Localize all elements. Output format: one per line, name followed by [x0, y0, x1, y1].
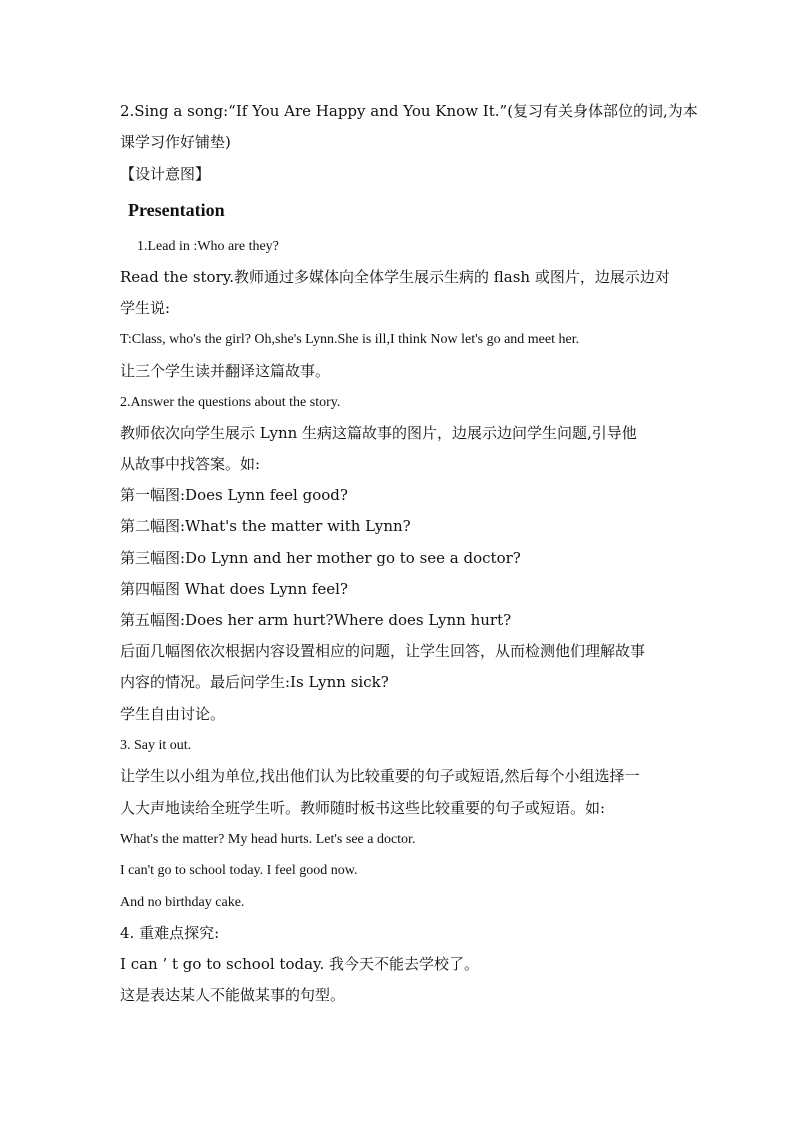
- question-picture-1: 第一幅图:Does Lynn feel good?: [120, 486, 348, 504]
- paragraph-sing-song-line-2: 课学习作好铺垫): [120, 133, 231, 151]
- read-translate-instruction: 让三个学生读并翻译这篇故事。: [120, 362, 331, 380]
- step-key-difficulty: 4. 重难点探究:: [120, 924, 220, 942]
- example-sentence-3: And no birthday cake.: [120, 895, 245, 910]
- paragraph-sing-song-line-1: 2.Sing a song:“If You Are Happy and You Know It.”(复习有关身体部位的词,为本: [120, 102, 698, 120]
- question-picture-3: 第三幅图:Do Lynn and her mother go to see a doctor?: [120, 549, 521, 567]
- question-picture-5: 第五幅图:Does her arm hurt?Where does Lynn hurt?: [120, 611, 512, 629]
- question-picture-2: 第二幅图:What's the matter with Lynn?: [120, 517, 411, 535]
- later-pictures-line-2: 内容的情况。最后问学生:Is Lynn sick?: [120, 673, 389, 691]
- questions-intro-line-2: 从故事中找答案。如:: [120, 455, 261, 473]
- story-intro-line-1: Read the story.教师通过多媒体向全体学生展示生病的 flash 或图片，边展示边对: [120, 268, 670, 286]
- step-answer-questions: 2.Answer the questions about the story.: [120, 395, 341, 410]
- free-discussion: 学生自由讨论。: [120, 705, 226, 723]
- example-sentence-1: What's the matter? My head hurts. Let's see a doctor.: [120, 832, 416, 847]
- design-intent-heading: 【设计意图】: [120, 165, 211, 183]
- key-sentence: I can ’ t go to school today. 我今天不能去学校了。: [120, 955, 480, 973]
- presentation-heading: Presentation: [128, 200, 225, 220]
- group-work-line-2: 人大声地读给全班学生听。教师随时板书这些比较重要的句子或短语。如:: [120, 799, 606, 817]
- group-work-line-1: 让学生以小组为单位,找出他们认为比较重要的句子或短语,然后每个小组选择一: [120, 767, 640, 785]
- step-say-it-out: 3. Say it out.: [120, 738, 192, 753]
- questions-intro-line-1: 教师依次向学生展示 Lynn 生病这篇故事的图片，边展示边问学生问题,引导他: [120, 424, 637, 442]
- question-picture-4: 第四幅图 What does Lynn feel?: [120, 580, 348, 598]
- later-pictures-line-1: 后面几幅图依次根据内容设置相应的问题，让学生回答，从而检测他们理解故事: [120, 642, 646, 660]
- teacher-dialogue: T:Class, who's the girl? Oh,she's Lynn.She is ill,I think Now let's go and meet her.: [120, 332, 580, 347]
- step-lead-in: 1.Lead in :Who are they?: [137, 239, 279, 254]
- sentence-pattern-note: 这是表达某人不能做某事的句型。: [120, 986, 346, 1004]
- story-intro-line-2: 学生说:: [120, 299, 171, 317]
- example-sentence-2: I can't go to school today. I feel good now.: [120, 863, 358, 878]
